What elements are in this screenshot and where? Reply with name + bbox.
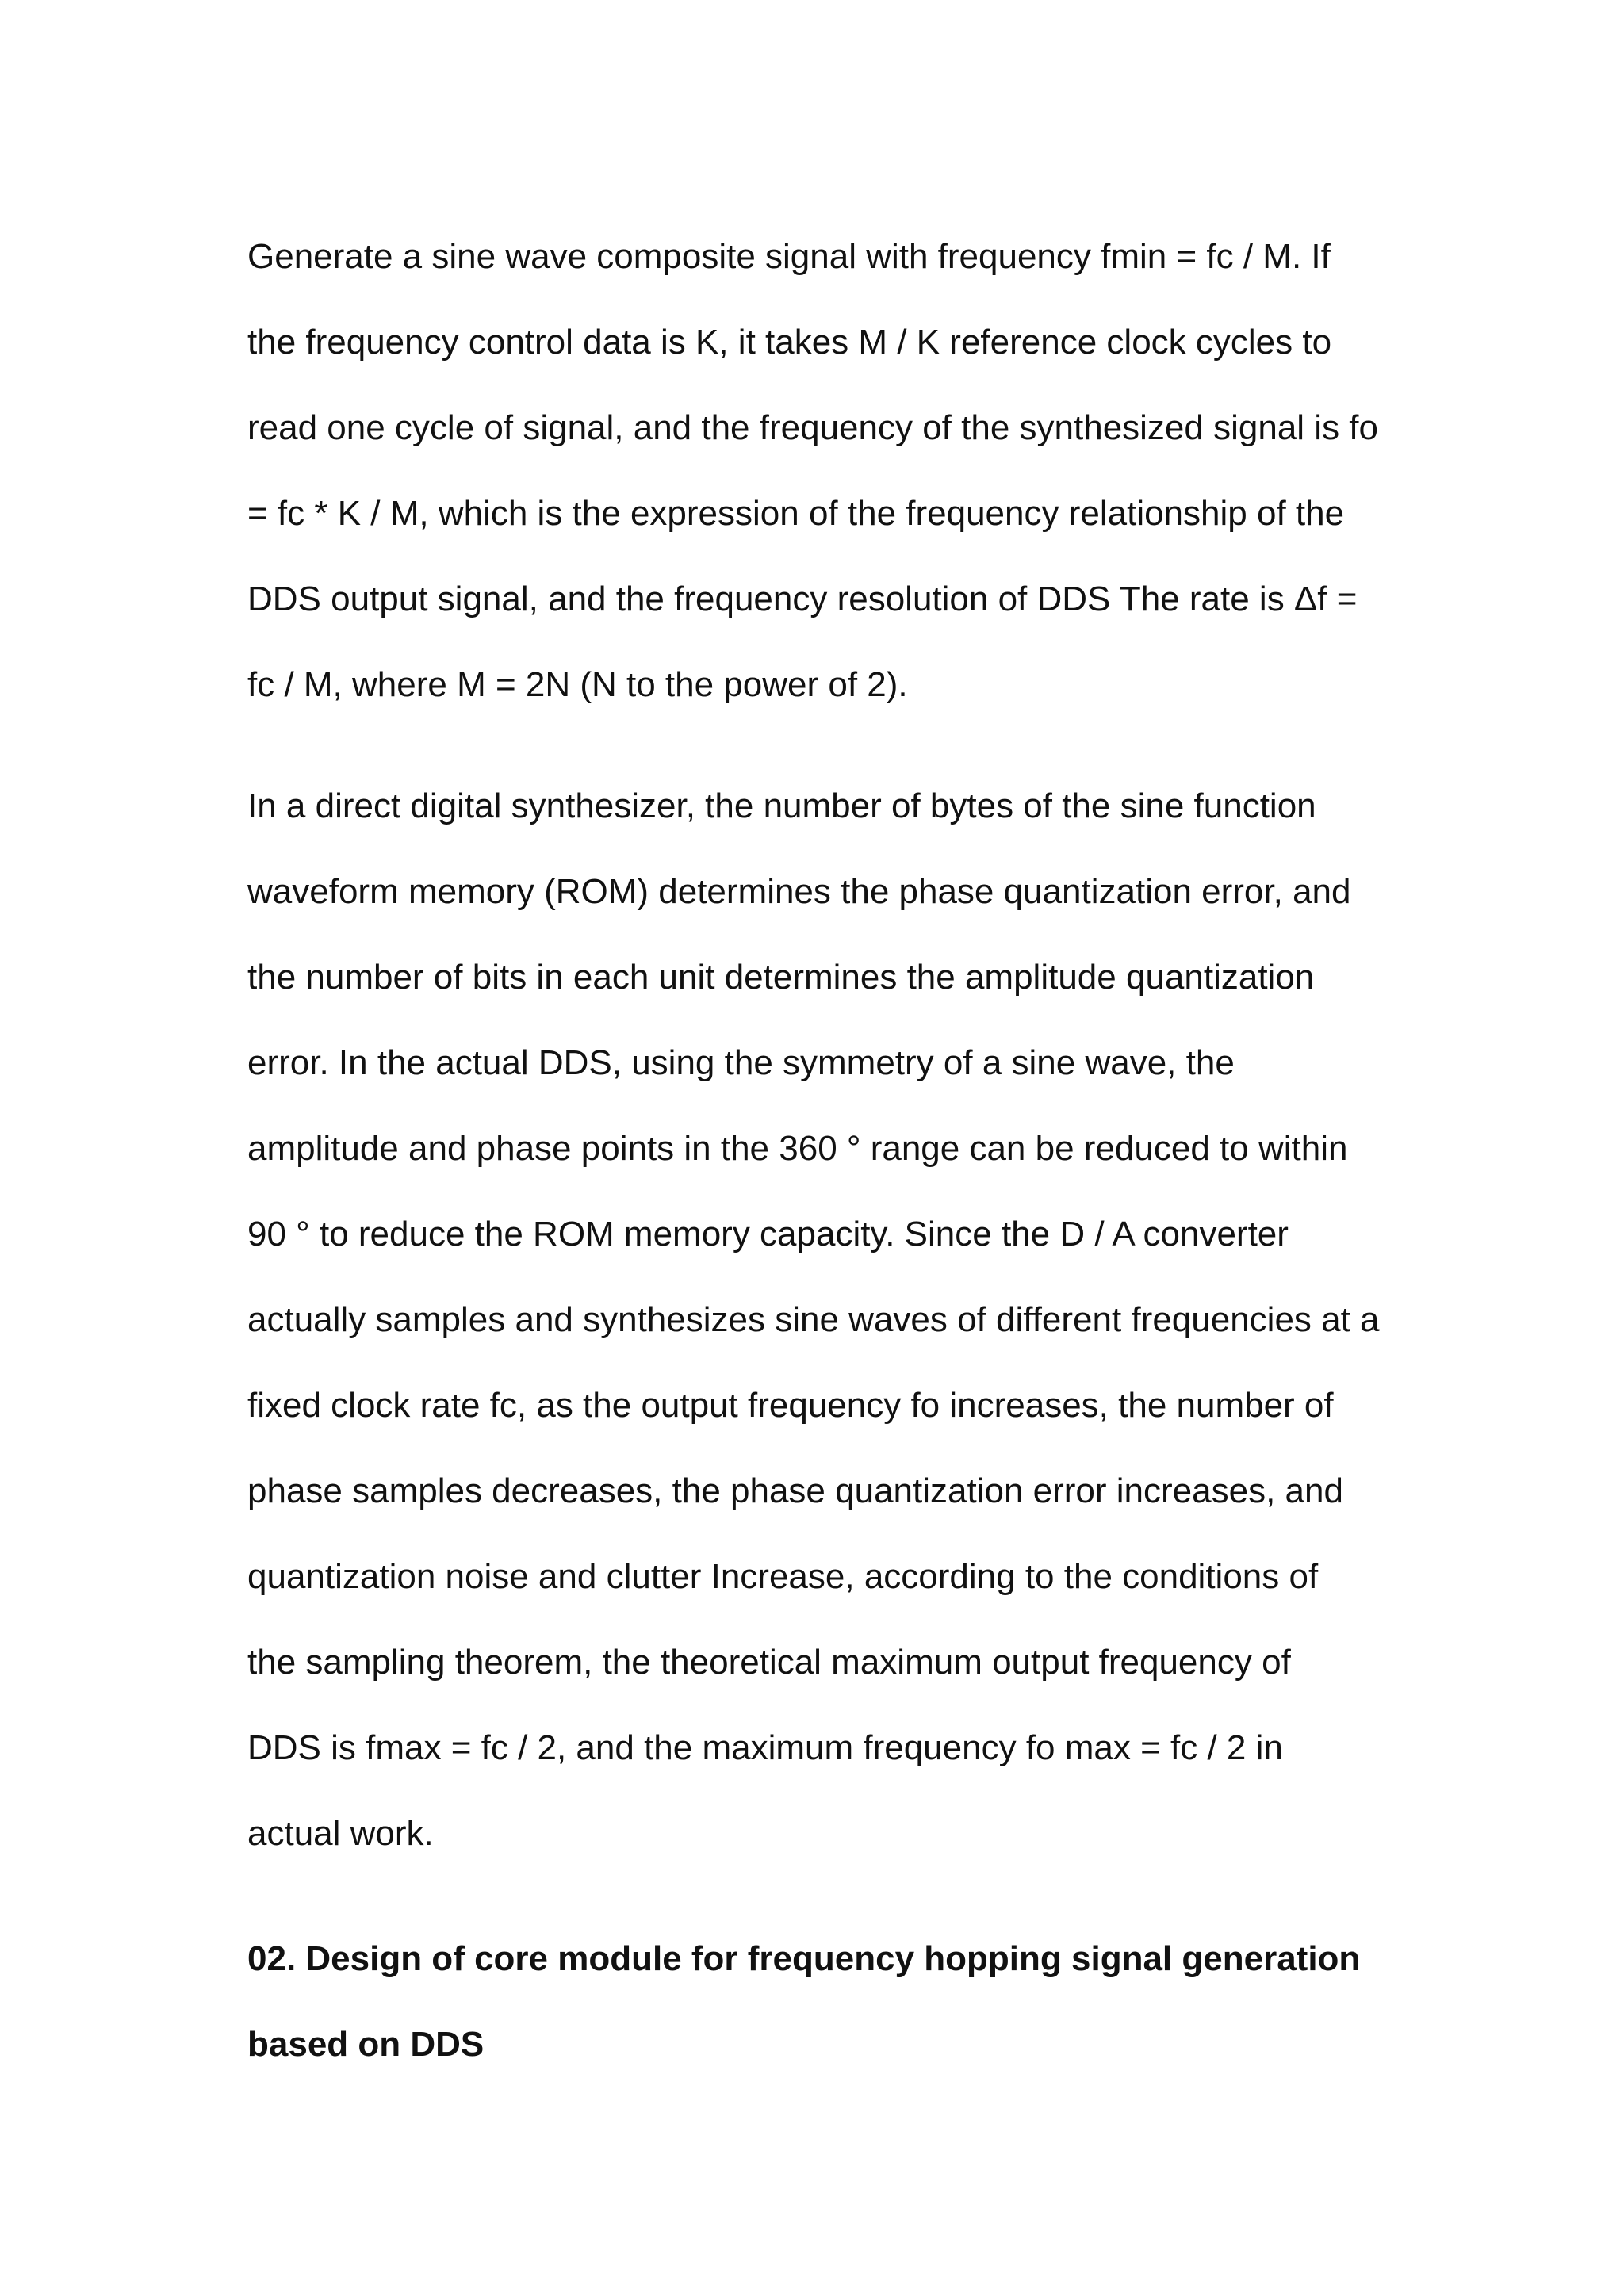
paragraph-line: Generate a sine wave composite signal with frequency fmin = fc / M. If: [247, 237, 1331, 276]
paragraph-line: the number of bits in each unit determines the amplitude quantization: [247, 958, 1315, 997]
paragraph-line: DDS output signal, and the frequency resolution of DDS The rate is Δf =: [247, 580, 1358, 618]
paragraph-line: waveform memory (ROM) determines the phase quantization error, and: [247, 872, 1351, 911]
paragraph-line: actually samples and synthesizes sine waves of different frequencies at a: [247, 1300, 1380, 1339]
paragraph-line: quantization noise and clutter Increase, according to the conditions of: [247, 1557, 1319, 1596]
paragraph-line: read one cycle of signal, and the frequency of the synthesized signal is fo: [247, 408, 1378, 447]
paragraph-line: 90 ° to reduce the ROM memory capacity. Since the D / A converter: [247, 1215, 1289, 1253]
heading-line: 02. Design of core module for frequency hopping signal generation: [247, 1939, 1361, 1978]
heading-line: based on DDS: [247, 2025, 485, 2064]
paragraph-line: the sampling theorem, the theoretical maximum output frequency of: [247, 1643, 1291, 1682]
paragraph-line: = fc * K / M, which is the expression of the frequency relationship of the: [247, 494, 1345, 533]
paragraph-dds-frequency: [247, 214, 1405, 728]
paragraph-line: actual work.: [247, 1814, 434, 1853]
paragraph-line: amplitude and phase points in the 360 ° range can be reduced to within: [247, 1129, 1348, 1168]
paragraph-line: error. In the actual DDS, using the symmetry of a sine wave, the: [247, 1043, 1235, 1082]
paragraph-line: the frequency control data is K, it takes M / K reference clock cycles to: [247, 323, 1332, 362]
paragraph-line: phase samples decreases, the phase quantization error increases, and: [247, 1471, 1343, 1510]
document-body: [247, 214, 1405, 2087]
paragraph-quantization-error: [247, 763, 1405, 1877]
paragraph-line: In a direct digital synthesizer, the number of bytes of the sine function: [247, 786, 1316, 825]
paragraph-line: fc / M, where M = 2N (N to the power of 2).: [247, 665, 908, 704]
paragraph-line: DDS is fmax = fc / 2, and the maximum frequency fo max = fc / 2 in: [247, 1728, 1283, 1767]
paragraph-line: fixed clock rate fc, as the output frequency fo increases, the number of: [247, 1386, 1334, 1425]
section-heading: [247, 1916, 1405, 2087]
